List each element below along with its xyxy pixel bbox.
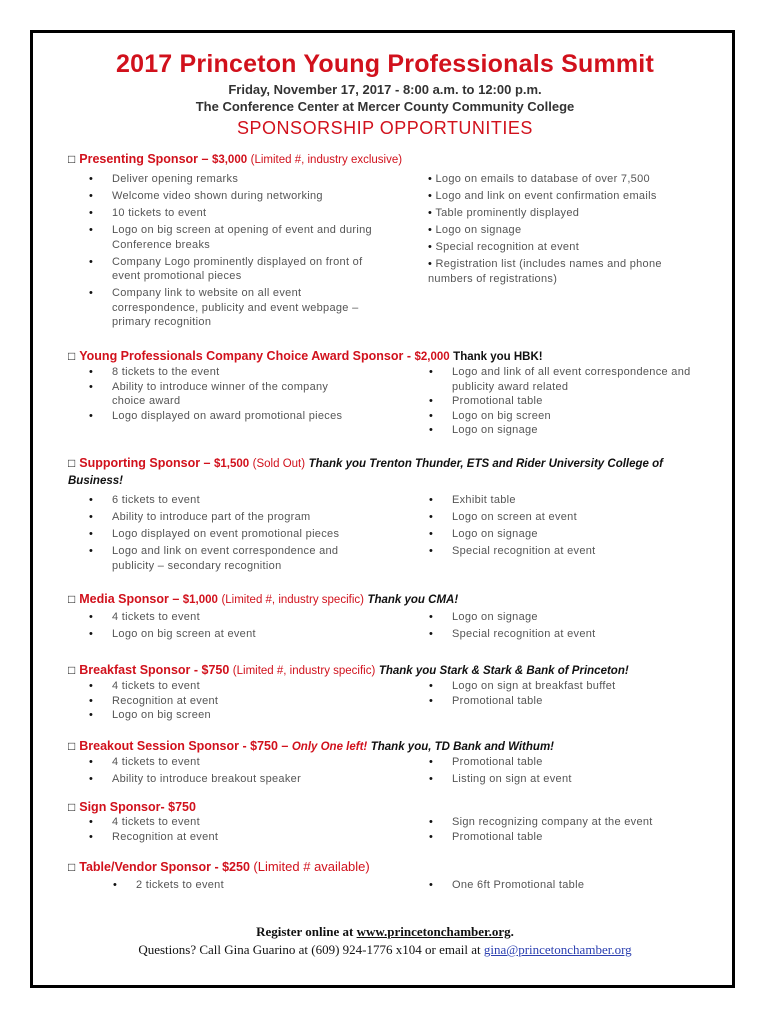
sponsor-name: Young Professionals Company Choice Award Sponsor - xyxy=(79,349,412,363)
checkbox-icon[interactable]: □ xyxy=(68,739,76,753)
list-item: • Logo on signage xyxy=(429,528,538,540)
list-item: • Recognition at event xyxy=(89,694,219,707)
sponsor-price: $3,000 xyxy=(211,154,248,166)
bullet-icon: • xyxy=(429,511,434,523)
sponsorship-heading: SPONSORSHIP OPPORTUNITIES xyxy=(237,118,533,138)
checkbox-icon[interactable]: □ xyxy=(68,800,76,814)
bullet-icon: • xyxy=(89,190,94,202)
bullet-icon: • xyxy=(89,224,94,236)
bullet-icon: • xyxy=(429,611,434,623)
bullet-icon: • xyxy=(429,830,434,843)
list-item: • 4 tickets to event xyxy=(89,611,200,623)
list-item: • Logo on sign at breakfast buffet xyxy=(429,680,616,692)
checkbox-icon[interactable]: □ xyxy=(68,663,76,677)
bullet-icon: • xyxy=(89,528,94,540)
bullet-icon: • xyxy=(89,709,94,721)
sponsor-note: (Limited #, industry specific) xyxy=(232,665,376,677)
bullet-icon: • xyxy=(89,772,94,785)
bullet-icon: • xyxy=(429,494,434,506)
benefits-right xyxy=(429,493,702,559)
bullet-icon: • xyxy=(89,830,94,843)
benefits-left xyxy=(113,878,376,893)
list-item: • Logo on screen at event xyxy=(429,511,577,523)
register-link[interactable]: www.princetonchamber.org xyxy=(356,924,511,939)
sponsor-name: Breakout Session Sponsor - $750 – xyxy=(79,739,289,753)
bullet-icon: • xyxy=(429,628,434,640)
sponsor-name: Media Sponsor – xyxy=(79,592,180,606)
list-item: • 8 tickets to the event xyxy=(89,366,220,378)
sponsor-name: Sign Sponsor- $750 xyxy=(79,800,196,814)
sponsor-note: Only One left! xyxy=(291,741,368,753)
event-venue: The Conference Center at Mercer County Community College xyxy=(195,99,575,114)
sponsor-note: (Limited #, industry exclusive) xyxy=(250,154,403,166)
sponsor-name: Supporting Sponsor – xyxy=(79,456,211,470)
section-presenting-sponsor xyxy=(68,151,708,328)
sponsor-thanks: Thank you HBK! xyxy=(453,351,543,363)
benefits-left xyxy=(89,493,372,573)
list-item: • One 6ft Promotional table xyxy=(429,879,585,891)
list-item: • Logo on big screen xyxy=(89,709,211,721)
list-item: • Listing on sign at event xyxy=(429,772,572,785)
bullet-icon: • xyxy=(89,255,94,268)
checkbox-icon[interactable]: □ xyxy=(68,456,76,470)
bullet-icon: • xyxy=(429,409,434,422)
sponsor-name: Presenting Sponsor – xyxy=(79,152,209,166)
section-media-sponsor xyxy=(68,591,708,640)
sponsor-thanks: Thank you Trenton Thunder, ETS and Rider University College of Business! xyxy=(68,458,663,487)
sponsor-price: $2,000 xyxy=(414,351,450,363)
bullet-icon: • xyxy=(89,207,94,219)
bullet-icon: • xyxy=(429,879,434,891)
list-item: • Company Logo prominently displayed on front of event promotional pieces xyxy=(89,255,363,282)
bullet-icon: • xyxy=(429,528,434,540)
list-item: • Special recognition at event xyxy=(429,545,596,557)
sponsor-note: (Limited # available) xyxy=(253,859,370,874)
list-item: • 4 tickets to event xyxy=(89,680,200,692)
list-item: • Logo on signage xyxy=(429,611,538,623)
list-item: • Logo and link on event correspondence and publicity – secondary recognition xyxy=(89,545,339,572)
bullet-icon: • xyxy=(89,816,94,828)
sponsor-note: (Sold Out) xyxy=(252,458,306,470)
section-breakout-session-sponsor xyxy=(68,738,708,785)
benefits-right xyxy=(429,755,702,786)
event-date: Friday, November 17, 2017 - 8:00 a.m. to 12:00 p.m. xyxy=(228,82,542,97)
list-item: • Logo and link of all event correspondence and publicity award related xyxy=(429,366,691,393)
page-title: 2017 Princeton Young Professionals Summit xyxy=(116,50,654,78)
list-item: • Table prominently displayed xyxy=(428,207,580,219)
list-item: • Special recognition at event xyxy=(428,241,580,253)
bullet-icon: • xyxy=(89,756,94,768)
list-item: • Deliver opening remarks xyxy=(89,173,239,185)
checkbox-icon[interactable]: □ xyxy=(68,592,76,606)
bullet-icon: • xyxy=(429,545,434,557)
list-item: • Logo displayed on event promotional pieces xyxy=(89,528,340,540)
section-table-vendor-sponsor xyxy=(68,859,708,891)
list-item: • Ability to introduce breakout speaker xyxy=(89,772,302,785)
list-item: • Logo displayed on award promotional pieces xyxy=(89,409,343,422)
sponsor-name: Breakfast Sponsor - $750 xyxy=(79,663,230,677)
benefits-left xyxy=(89,679,372,723)
benefits-right xyxy=(429,878,702,893)
section-breakfast-sponsor xyxy=(68,662,708,721)
benefits-left xyxy=(89,365,362,423)
list-item: • Logo on signage xyxy=(428,224,522,236)
list-item: • Recognition at event xyxy=(89,830,219,843)
bullet-icon: • xyxy=(429,395,434,407)
bullet-icon: • xyxy=(429,366,434,378)
list-item: • Registration list (includes names and phone numbers of registrations) xyxy=(428,258,662,285)
list-item: • Ability to introduce part of the program xyxy=(89,511,311,523)
bullet-icon: • xyxy=(89,628,94,640)
list-item: • Logo and link on event confirmation emails xyxy=(428,190,657,202)
checkbox-icon[interactable]: □ xyxy=(68,860,76,874)
bullet-icon: • xyxy=(89,380,94,393)
section-supporting-sponsor xyxy=(68,455,708,572)
email-link[interactable]: gina@princetonchamber.org xyxy=(483,942,632,957)
sponsor-name: Table/Vendor Sponsor - $250 xyxy=(79,860,250,874)
bullet-icon: • xyxy=(89,494,94,506)
bullet-icon: • xyxy=(89,287,94,299)
list-item: • Welcome video shown during networking xyxy=(89,190,323,202)
bullet-icon: • xyxy=(89,511,94,523)
benefits-right xyxy=(429,679,702,708)
questions-line: Questions? Call Gina Guarino at (609) 924-1776 x104 or email at gina@princetonchamber.org xyxy=(138,942,632,957)
list-item: • Promotional table xyxy=(429,756,543,768)
bullet-icon: • xyxy=(89,611,94,623)
checkbox-icon[interactable]: □ xyxy=(68,349,76,363)
benefits-right xyxy=(429,610,702,642)
benefits-left xyxy=(89,172,382,330)
list-item: • 10 tickets to event xyxy=(89,207,207,219)
sponsor-thanks: Thank you Stark & Stark & Bank of Princeton! xyxy=(378,665,629,677)
sponsor-thanks: Thank you CMA! xyxy=(367,594,459,606)
list-item: • Promotional table xyxy=(429,694,543,707)
sponsor-price: $1,000 xyxy=(182,594,218,606)
checkbox-icon[interactable]: □ xyxy=(68,152,76,166)
bullet-icon: • xyxy=(89,173,94,185)
bullet-icon: • xyxy=(89,694,94,707)
list-item: • 6 tickets to event xyxy=(89,494,200,506)
bullet-icon: • xyxy=(89,366,94,378)
sponsor-note: (Limited #, industry specific) xyxy=(221,594,364,606)
bullet-icon: • xyxy=(89,545,94,557)
bullet-icon: • xyxy=(429,816,434,828)
list-item: • 4 tickets to event xyxy=(89,816,200,828)
section-company-choice-award-sponsor xyxy=(68,348,708,436)
bullet-icon: • xyxy=(429,680,434,692)
list-item: • Logo on signage xyxy=(429,424,538,436)
list-item: • 2 tickets to event xyxy=(113,879,224,891)
benefits-left xyxy=(89,610,372,642)
benefits-right xyxy=(429,365,702,438)
list-item: • Logo on big screen at opening of event and during Conference breaks xyxy=(89,224,372,251)
list-item: • Logo on big screen xyxy=(429,409,551,422)
list-item: • Sign recognizing company at the event xyxy=(429,816,653,828)
benefits-left xyxy=(89,755,372,786)
benefits-right xyxy=(429,815,702,844)
sponsor-thanks: Thank you, TD Bank and Withum! xyxy=(370,741,554,753)
list-item: • Logo on big screen at event xyxy=(89,628,256,640)
bullet-icon: • xyxy=(429,694,434,707)
list-item: • Company link to website on all event correspondence, publicity and event webpage – primary recognition xyxy=(89,287,359,328)
list-item: • Promotional table xyxy=(429,830,543,843)
bullet-icon: • xyxy=(429,772,434,785)
list-item: • Logo on emails to database of over 7,500 xyxy=(428,173,650,185)
list-item: • Exhibit table xyxy=(429,494,516,506)
bullet-icon: • xyxy=(429,424,434,436)
benefits-left xyxy=(89,815,372,844)
section-sign-sponsor xyxy=(68,799,708,843)
list-item: • Promotional table xyxy=(429,395,543,407)
list-item: • Special recognition at event xyxy=(429,628,596,640)
list-item: • 4 tickets to event xyxy=(89,756,200,768)
benefits-right xyxy=(428,172,688,286)
bullet-icon: • xyxy=(89,680,94,692)
bullet-icon: • xyxy=(113,879,118,891)
sponsor-price: $1,500 xyxy=(213,458,250,470)
bullet-icon: • xyxy=(89,409,94,422)
bullet-icon: • xyxy=(429,756,434,768)
register-line: Register online at www.princetonchamber.org. xyxy=(256,924,514,939)
list-item: • Ability to introduce winner of the company choice award xyxy=(89,380,329,407)
